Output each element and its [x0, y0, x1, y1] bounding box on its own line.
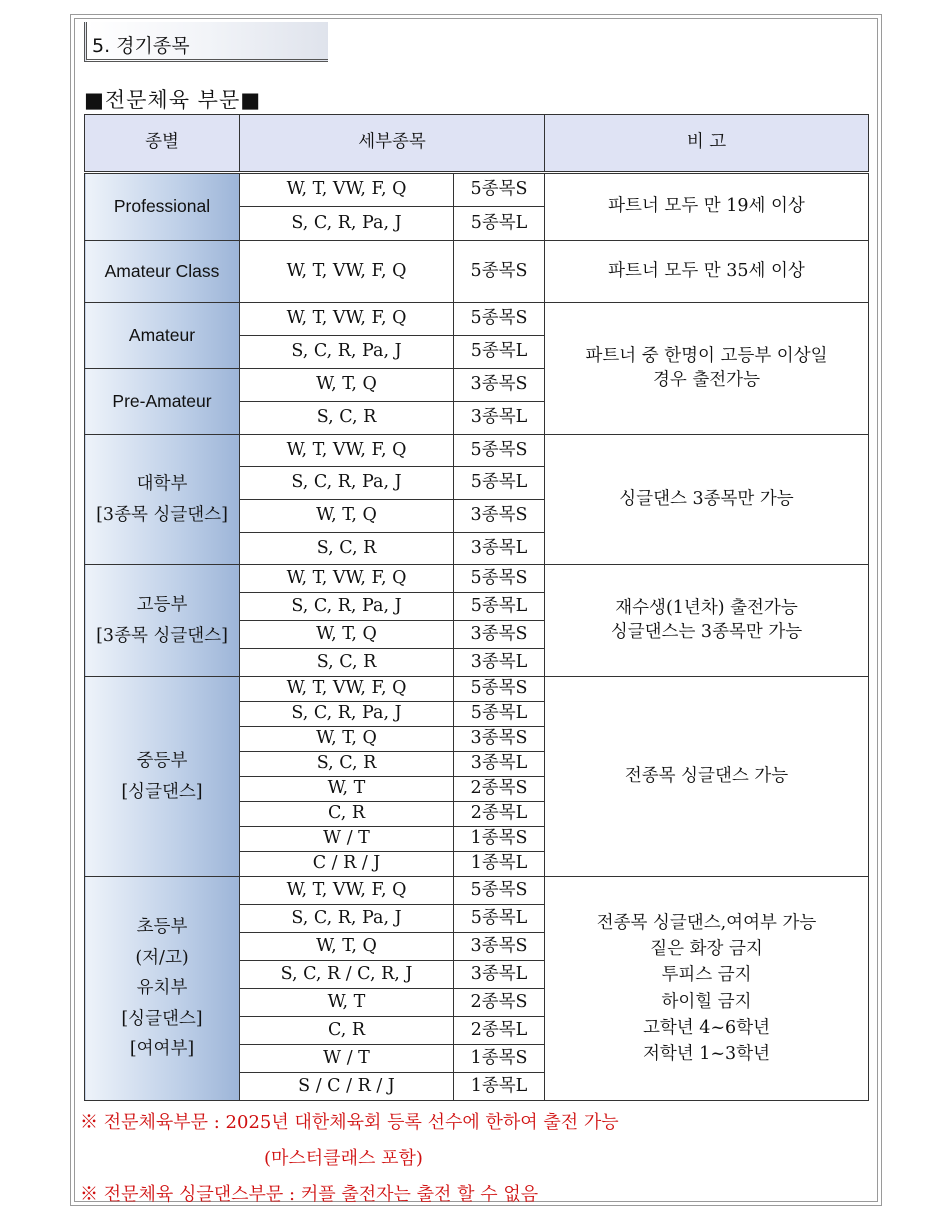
category-cell — [85, 877, 240, 1101]
count-cell: 5종목S — [454, 877, 545, 905]
event-cell: W, T — [240, 777, 454, 802]
count-cell: 5종목L — [454, 207, 545, 241]
category-line: [싱글댄스] — [121, 1008, 203, 1029]
category-line: Pre-Amateur — [112, 390, 212, 411]
event-cell: W, T, VW, F, Q — [240, 677, 454, 702]
remark-line: 재수생(1년차) 출전가능 — [615, 597, 798, 618]
category-cell — [85, 565, 240, 677]
event-cell: S, C, R — [240, 402, 454, 435]
count-cell: 3종목L — [454, 752, 545, 777]
count-cell: 3종목L — [454, 533, 545, 565]
remark-line: 전종목 싱글댄스 가능 — [624, 765, 789, 786]
category-line: Amateur Class — [104, 260, 220, 281]
footnote-line: ※ 전문체육부문 : 2025년 대한체육회 등록 선수에 한하여 출전 가능 — [80, 1112, 619, 1133]
remark-cell — [545, 435, 869, 565]
count-cell: 5종목L — [454, 593, 545, 621]
event-cell: W / T — [240, 827, 454, 852]
category-line: 중등부 — [136, 750, 188, 771]
count-cell: 1종목S — [454, 1045, 545, 1073]
count-cell: 3종목L — [454, 649, 545, 677]
category-cell — [85, 369, 240, 435]
header-remarks: 비 고 — [545, 115, 869, 173]
remark-cell — [545, 677, 869, 877]
count-cell: 2종목L — [454, 1017, 545, 1045]
category-line: [3종목 싱글댄스] — [96, 625, 228, 646]
count-cell: 3종목S — [454, 500, 545, 533]
header-category: 종별 — [85, 115, 240, 173]
event-cell: W, T, VW, F, Q — [240, 877, 454, 905]
event-cell: W, T, Q — [240, 369, 454, 402]
event-cell: S, C, R — [240, 649, 454, 677]
count-cell: 3종목S — [454, 933, 545, 961]
event-cell: S, C, R, Pa, J — [240, 905, 454, 933]
remark-line: 싱글댄스 3종목만 가능 — [619, 488, 794, 509]
category-cell — [85, 435, 240, 565]
event-cell: S, C, R — [240, 533, 454, 565]
event-cell: W, T, VW, F, Q — [240, 241, 454, 303]
category-line: Professional — [113, 196, 211, 217]
count-cell: 5종목S — [454, 435, 545, 467]
category-line: 고등부 — [136, 594, 188, 615]
count-cell: 5종목S — [454, 241, 545, 303]
remark-line: 저학년 1~3학년 — [642, 1044, 771, 1064]
event-cell: W, T, VW, F, Q — [240, 303, 454, 336]
event-cell: C / R / J — [240, 852, 454, 877]
event-cell: S / C / R / J — [240, 1073, 454, 1101]
event-cell: C, R — [240, 1017, 454, 1045]
event-cell: W, T, Q — [240, 727, 454, 752]
remark-line: 고학년 4~6학년 — [642, 1017, 771, 1038]
remark-line: 짙은 화장 금지 — [650, 939, 763, 959]
count-cell: 3종목S — [454, 621, 545, 649]
remark-line: 파트너 중 한명이 고등부 이상일 — [585, 345, 828, 366]
event-cell: W, T, VW, F, Q — [240, 173, 454, 207]
category-cell — [85, 677, 240, 877]
event-cell: S, C, R — [240, 752, 454, 777]
remark-cell — [545, 173, 869, 241]
remark-line: 전종목 싱글댄스,여여부 가능 — [596, 912, 817, 933]
count-cell: 5종목S — [454, 565, 545, 593]
category-line: 유치부 — [136, 978, 188, 999]
event-cell: S, C, R, Pa, J — [240, 336, 454, 369]
remark-line: 싱글댄스는 3종목만 가능 — [610, 621, 803, 642]
remark-line: 투피스 금지 — [661, 965, 752, 986]
event-cell: C, R — [240, 802, 454, 827]
category-cell — [85, 173, 240, 241]
event-cell: S, C, R, Pa, J — [240, 593, 454, 621]
category-line: 대학부 — [136, 473, 188, 494]
count-cell: 5종목S — [454, 677, 545, 702]
remark-line: 하이힐 금지 — [661, 991, 752, 1012]
section-title: 5. 경기종목 — [92, 35, 190, 57]
remark-cell — [545, 241, 869, 303]
count-cell: 2종목L — [454, 802, 545, 827]
count-cell: 5종목L — [454, 702, 545, 727]
category-cell — [85, 303, 240, 369]
events-table — [84, 114, 869, 1101]
remark-cell — [545, 303, 869, 435]
remark-line: 파트너 모두 만 35세 이상 — [608, 260, 805, 281]
event-cell: W, T, Q — [240, 933, 454, 961]
category-cell — [85, 241, 240, 303]
category-line: 초등부 — [136, 916, 188, 937]
count-cell: 5종목S — [454, 303, 545, 336]
event-cell: W, T, VW, F, Q — [240, 435, 454, 467]
subtitle: ■전문체육 부문■ — [84, 88, 262, 112]
count-cell: 3종목L — [454, 402, 545, 435]
event-cell: S, C, R / C, R, J — [240, 961, 454, 989]
count-cell: 3종목S — [454, 727, 545, 752]
category-line: (저/고) — [135, 947, 189, 968]
event-cell: W, T — [240, 989, 454, 1017]
count-cell: 5종목L — [454, 467, 545, 500]
event-cell: W / T — [240, 1045, 454, 1073]
count-cell: 5종목S — [454, 173, 545, 207]
event-cell: S, C, R, Pa, J — [240, 702, 454, 727]
count-cell: 3종목L — [454, 961, 545, 989]
event-cell: W, T, VW, F, Q — [240, 565, 454, 593]
category-line: [3종목 싱글댄스] — [96, 504, 228, 525]
remark-line: 경우 출전가능 — [653, 369, 760, 390]
count-cell: 3종목S — [454, 369, 545, 402]
remark-cell — [545, 565, 869, 677]
category-line: Amateur — [128, 324, 196, 345]
count-cell: 1종목S — [454, 827, 545, 852]
count-cell: 2종목S — [454, 989, 545, 1017]
remark-line: 파트너 모두 만 19세 이상 — [608, 196, 805, 217]
footnote-line: (마스터클래스 포함) — [264, 1148, 423, 1169]
event-cell: S, C, R, Pa, J — [240, 467, 454, 500]
remark-cell — [545, 877, 869, 1101]
category-line: [싱글댄스] — [121, 781, 203, 802]
event-cell: S, C, R, Pa, J — [240, 207, 454, 241]
count-cell: 1종목L — [454, 852, 545, 877]
category-line: [여여부] — [129, 1039, 195, 1060]
event-cell: W, T, Q — [240, 621, 454, 649]
event-cell: W, T, Q — [240, 500, 454, 533]
header-events: 세부종목 — [240, 115, 545, 173]
count-cell: 2종목S — [454, 777, 545, 802]
footnote-line: ※ 전문체육 싱글댄스부문 : 커플 출전자는 출전 할 수 없음 — [80, 1184, 539, 1205]
count-cell: 5종목L — [454, 905, 545, 933]
count-cell: 1종목L — [454, 1073, 545, 1101]
count-cell: 5종목L — [454, 336, 545, 369]
